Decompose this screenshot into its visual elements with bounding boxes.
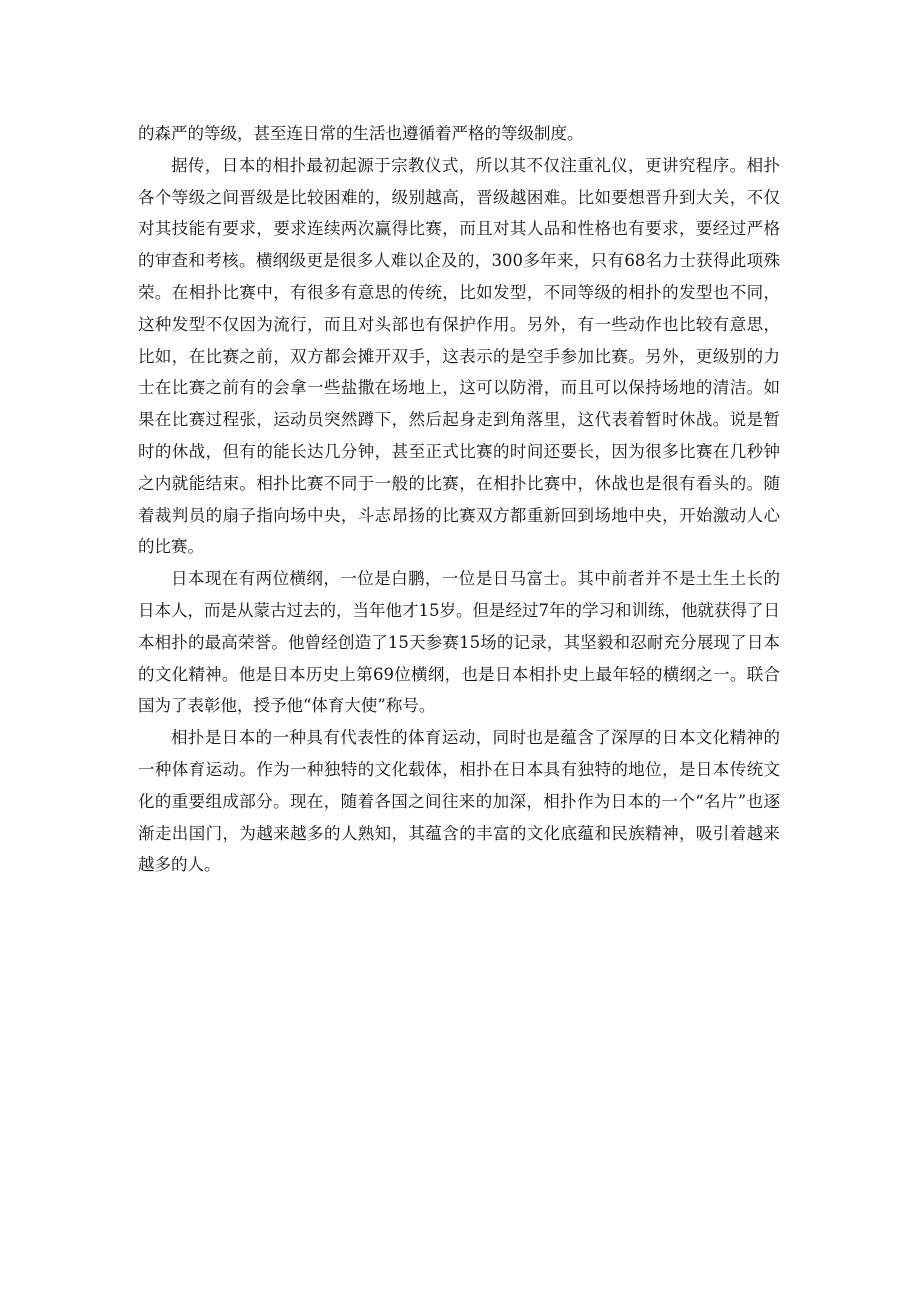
paragraph-yokozuna: 日本现在有两位横纲，一位是白鹏，一位是日马富士。其中前者并不是土生土长的日本人，而是从蒙古过去的，当年他才15岁。但是经过7年的学习和训练，他就获得了日本相扑的最高荣誉。他曾经创造了15天参赛15场的记录，其坚毅和忍耐充分展现了日本的文化精神。他是日本历史上第69位横纲，也是日本相扑史上最年轻的横纲之一。联合国为了表彰他，授予他“体育大使”称号。: [138, 569, 780, 716]
paragraph-conclusion: 相扑是日本的一种具有代表性的体育运动，同时也是蕴含了深厚的日本文化精神的一种体育运动。作为一种独特的文化载体，相扑在日本具有独特的地位，是日本传统文化的重要组成部分。现在，随着各国之间往来的加深，相扑作为日本的一个“名片”也逐渐走出国门，为越来越多的人熟知，其蕴含的丰富的文化底蕴和民族精神，吸引着越来越多的人。: [138, 728, 780, 875]
paragraph-sumo-traditions: 据传，日本的相扑最初起源于宗教仪式，所以其不仅注重礼仪，更讲究程序。相扑各个等级之间晋级是比较困难的，级别越高，晋级越困难。比如要想晋升到大关，不仅对其技能有要求，要求连续两次赢得比赛，而且对其人品和性格也有要求，要经过严格的审查和考核。横纲级更是很多人难以企及的，300多年来，只有68名力士获得此项殊荣。在相扑比赛中，有很多有意思的传统，比如发型，不同等级的相扑的发型也不同，这种发型不仅因为流行，而且对头部也有保护作用。另外，有一些动作也比较有意思，比如，在比赛之前，双方都会摊开双手，这表示的是空手参加比赛。另外，更级别的力士在比赛之前有的会拿一些盐撒在场地上，这可以防滑，而且可以保持场地的清洁。如果在比赛过程张，运动员突然蹲下，然后起身走到角落里，这代表着暂时休战。说是暂时的休战，但有的能长达几分钟，甚至正式比赛的时间还要长，因为很多比赛在几秒钟之内就能结束。相扑比赛不同于一般的比赛，在相扑比赛中，休战也是很有看头的。随着裁判员的扇子指向场中央，斗志昂扬的比赛双方都重新回到场地中央，开始激动人心的比赛。: [138, 155, 780, 557]
document-page: [138, 118, 780, 881]
paragraph-continuation: 的森严的等级，甚至连日常的生活也遵循着严格的等级制度。: [138, 124, 584, 143]
